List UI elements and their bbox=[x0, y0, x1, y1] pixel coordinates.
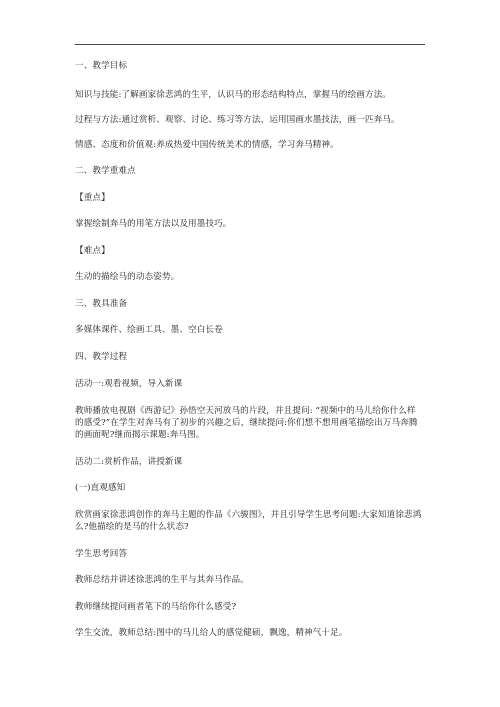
activity1-title: 活动一:观看视频，导入新课 bbox=[75, 379, 183, 389]
subsection-perception-line-2: 么?他描绘的是马的什么状态? bbox=[75, 522, 189, 532]
section-heading-materials: 三、教具准备 bbox=[75, 299, 128, 309]
teacher-summary-text: 教师总结并讲述徐悲鸿的生平与其奔马作品。 bbox=[75, 575, 249, 585]
difficult-point-label: 【难点】 bbox=[75, 246, 110, 256]
teacher-question-text: 教师继续提问画者笔下的马给你什么感受? bbox=[75, 602, 237, 612]
activity1-line-2: 的感受?”在学生对奔马有了初步的兴趣之后，继续提问:你们想不想用画笔描绘出万马奔腾 bbox=[75, 418, 418, 428]
objective-emotion: 情感、态度和价值观:养成热爱中国传统美术的情感，学习奔马精神。 bbox=[75, 140, 339, 150]
section-heading-objectives: 一、教学目标 bbox=[75, 61, 128, 71]
materials-text: 多媒体课件、绘画工具、墨、空白长卷 bbox=[75, 325, 223, 335]
student-answer-text: 学生思考回答 bbox=[75, 549, 128, 559]
activity1-line-3: 的画面呢?继而揭示课题:奔马图。 bbox=[75, 430, 205, 440]
objective-process: 过程与方法:通过赏析、观察、讨论、练习等方法，运用国画水墨技法，画一匹奔马。 bbox=[75, 115, 400, 125]
subsection-perception-title: (一)直观感知 bbox=[75, 483, 126, 493]
key-point-label: 【重点】 bbox=[75, 193, 110, 203]
difficult-point-text: 生动的描绘马的动态姿势。 bbox=[75, 272, 180, 282]
subsection-perception-line-1: 欣赏画家徐悲鸿创作的奔马主题的作品《六骏图》，并且引导学生思考问题:大家知道徐悲鸿 bbox=[75, 510, 422, 520]
objective-knowledge: 知识与技能:了解画家徐悲鸿的生平，认识马的形态结构特点，掌握马的绘画方法。 bbox=[75, 90, 391, 100]
section-heading-process: 四、教学过程 bbox=[75, 352, 128, 362]
key-point-text: 掌握绘制奔马的用笔方法以及用墨技巧。 bbox=[75, 219, 232, 229]
header-rule bbox=[75, 44, 425, 45]
activity1-line-1: 教师播放电视剧《西游记》孙悟空天河放马的片段，并且提问: “视频中的马儿给你什么样 bbox=[75, 406, 416, 416]
student-exchange-text: 学生交流，教师总结:图中的马儿给人的感觉健硕，飘逸，精神气十足。 bbox=[75, 628, 348, 638]
section-heading-key-points: 二、教学重难点 bbox=[75, 166, 136, 176]
activity2-title: 活动二:赏析作品，讲授新课 bbox=[75, 457, 183, 467]
